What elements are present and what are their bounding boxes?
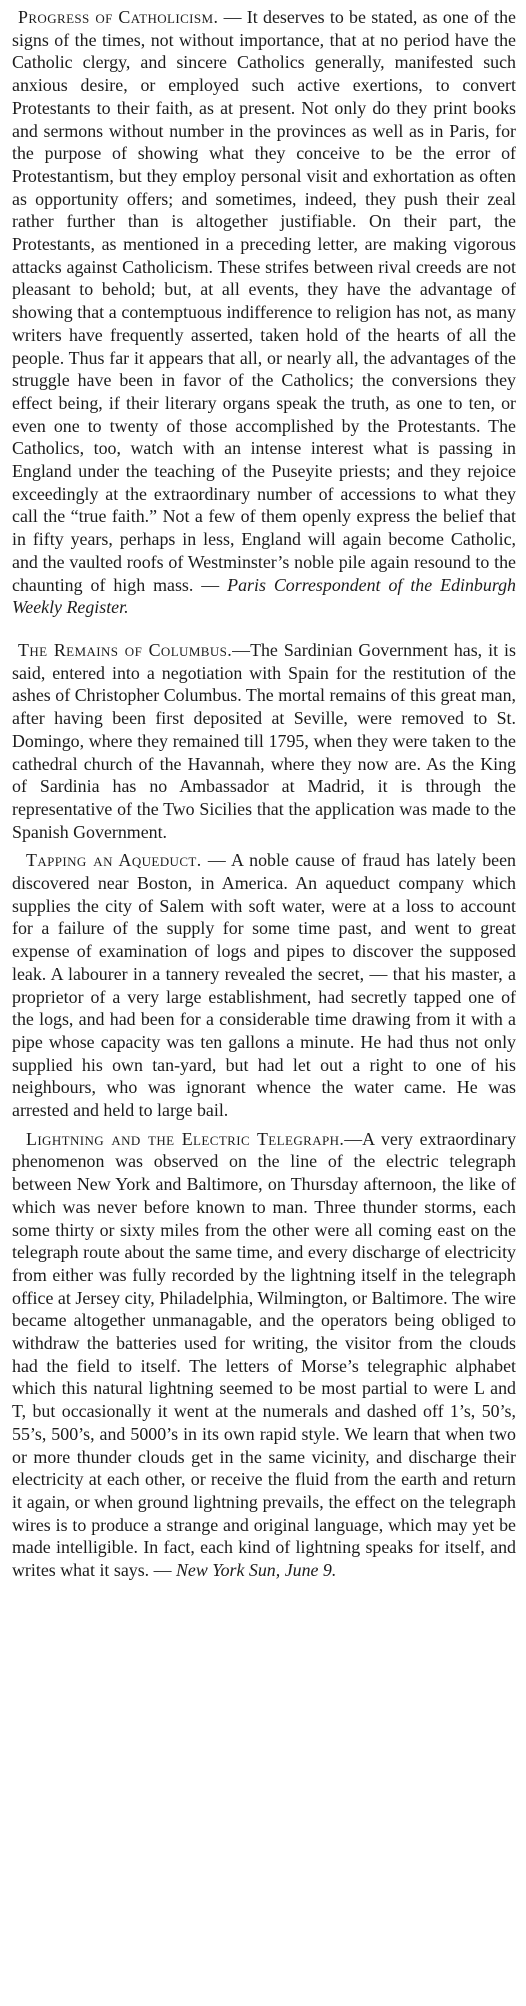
article-remains-of-columbus [12,639,516,843]
article-source: New York Sun, June 9. [176,1560,337,1581]
article-progress-of-catholicism [12,6,516,619]
article-body: It deserves to be stated, as one of the signs of the times, not without importance, that at no period have the Catholic clergy, and sincere Catholics generally, manifested such anxious desire, or employed such active exertions, to convert Protestants to their faith, as at present. Not only do they print books and sermons without number in the provinces as well as in Paris, for the purpose of showing what they conceive to be the error of Protestantism, but they employ personal visit and exhortation as often as opportunity offers; and sometimes, indeed, they push their zeal rather further than is altogether justifiable. On their part, the Protestants, as mentioned in a preceding letter, are making vigorous attacks against Catholicism. These strifes between rival creeds are not pleasant to behold; but, at all events, they have the advantage of showing that a contemptuous indifference to religion has not, as many writers have frequently asserted, taken hold of the hearts of all the people. Thus far it appears that all, or nearly all, the advantages of the struggle have been in favor of the Catholics; the conversions they effect being, if their literary organs speak the truth, as one to ten, or even one to twenty of those accomplished by the Protestants. The Catholics, too, watch with an intense interest what is passing in England under the teaching of the Puseyite priests; and they rejoice exceedingly at the extraordinary number of accessions to what they call the “true faith.” Not a few of them openly express the belief that in fifty years, perhaps in less, England will again become Catholic, and the vaulted roofs of Westminster’s noble pile again resound to the chaunting of high mass. — [12,7,516,595]
heading-dash: — [232,639,251,660]
article-separator [12,619,516,639]
article-lightning-and-telegraph [12,1128,516,1582]
heading-dash: — [201,850,231,871]
article-source: Paris Correspondent of the Edinburgh Weekly Register. [12,574,517,618]
article-body: A very extraordinary phenomenon was observed on the line of the electric telegraph between New York and Baltimore, on Thursday afternoon, the like of which was never before known to man. Three thunder storms, each some thirty or sixty miles from the other were all coming east on the telegraph route about the same time, and every discharge of electricity from either was fully recorded by the lightning itself in the telegraph office at Jersey city, Philadelphia, Wilmington, or Baltimore. The wire became altogether unmanagable, and the operators being obliged to withdraw the batteries used for writing, the visitor from the clouds had the field to itself. The letters of Morse’s telegraphic alphabet which this natural lightning seemed to be most partial to were L and T, but occasionally it went at the numerals and dashed off 1’s, 50’s, 55’s, 500’s, and 5000’s in its own rapid style. We learn that when two or more thunder clouds get in the same vicinity, and discharge their electricity at each other, or receive the fluid from the earth and return it again, or when ground lightning prevails, the effect on the telegraph wires is to produce a strange and original language, which may yet be made intelligible. In fact, each kind of lightning speaks for itself, and writes what it says. — [12,1128,517,1581]
heading-dash: — [218,7,247,27]
article-heading: Lightning and the Electric Telegraph. [26,1128,345,1149]
article-heading: The Remains of Columbus. [18,639,233,660]
article-body: A noble cause of fraud has lately been discovered near Boston, in America. An aqueduct company which supplies the city of Salem with soft water, were at a loss to account for a failure of the supply for some time past, and went to great expense of examination of logs and pipes to discover the supposed leak. A labourer in a tannery revealed the secret, — that his master, a proprietor of a very large establishment, had secretly tapped one of the logs, and had been for a considerable time drawing from it with a pipe whose capacity was ten gallons a minute. He had thus not only supplied his own tan-yard, but had let out a right to one of his neighbours, who was ignorant whence the water came. He was arrested and held to large bail. [12,850,516,1121]
article-tapping-an-aqueduct [12,849,516,1121]
article-body: The Sardinian Government has, it is said, entered into a negotiation with Spain for the restitution of the ashes of Christopher Columbus. The mortal remains of this great man, after having been first deposited at Seville, were removed to St. Domingo, where they remained till 1795, when they were taken to the cathedral church of the Havannah, where they now are. As the King of Sardinia has no Ambassador at Madrid, it is through the representative of the Two Sicilies that the application was made to the Spanish Government. [12,639,516,842]
article-heading: Progress of Catholicism. [18,7,219,27]
heading-dash: — [344,1128,363,1149]
article-heading: Tapping an Aqueduct. [26,850,202,871]
